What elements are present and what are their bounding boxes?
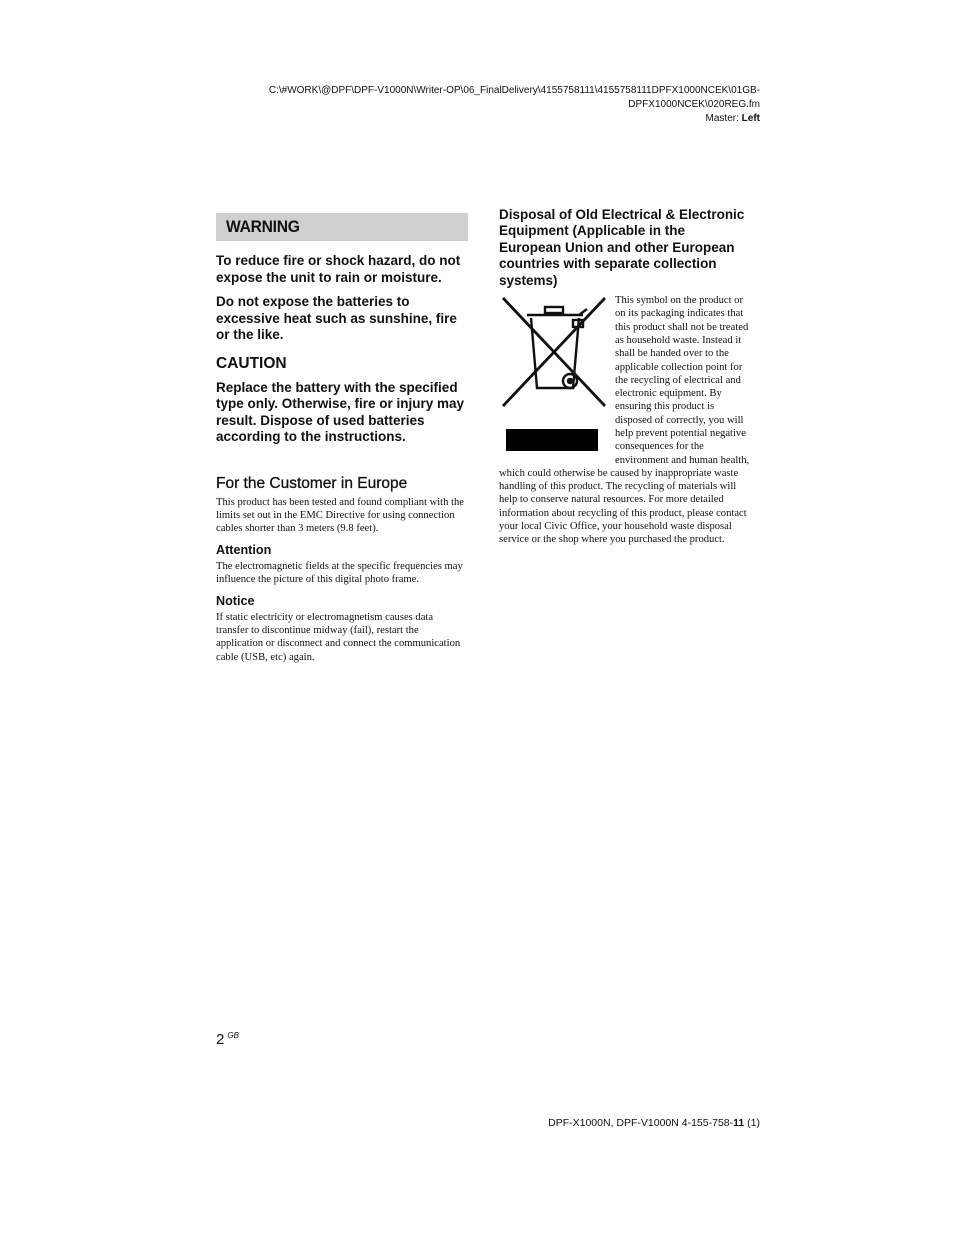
disposal-title: Disposal of Old Electrical & Electronic Equipment (Applicable in the European Union and other European countries with separate collection systems) xyxy=(499,207,745,288)
warning-title: WARNING xyxy=(226,217,300,236)
master-line xyxy=(200,112,760,126)
page-number-value: 2 xyxy=(216,1031,225,1048)
page-number xyxy=(216,1031,239,1048)
warning-paragraph-1: To reduce fire or shock hazard, do not expose the unit to rain or moisture. xyxy=(216,253,461,285)
warning-paragraph-2: Do not expose the batteries to excessive heat such as sunshine, fire or the like. xyxy=(216,294,457,342)
footer-models: DPF-X1000N, DPF-V1000N 4-155-758- xyxy=(548,1117,734,1129)
attention-title: Attention xyxy=(216,542,272,557)
caution-paragraph: Replace the battery with the specified type only. Otherwise, fire or injury may result. Dispose of used batteries according to the instructions. xyxy=(216,379,465,444)
black-bar-mark xyxy=(506,429,598,451)
file-path-header xyxy=(200,84,760,126)
master-label: Master: xyxy=(705,113,739,124)
disposal-paragraph: This symbol on the product or on its packaging indicates that this product shall not be treated as household waste. Instead it shall be handed over to the applicable collection point for the recycling of electrical and electronic equipment. By ensuring this product is disposed of correctly, you will help prevent potential negative consequences for the environment and human health, which could otherwise be caused by inappropriate waste handling of this product. The recycling of materials will help to conserve natural resources. For more detailed information about recycling of this product, please contact your local Civic Office, your household waste disposal service or the shop where you purchased the product. xyxy=(499,295,750,546)
page-language: GB xyxy=(227,1031,239,1040)
model-footer xyxy=(548,1117,760,1129)
europe-title: For the Customer in Europe xyxy=(216,474,408,492)
disposal-section xyxy=(499,294,751,547)
file-path-line-2: DPFX1000NCEK\020REG.fm xyxy=(628,99,760,110)
footer-edition: (1) xyxy=(744,1117,760,1129)
notice-title: Notice xyxy=(216,593,255,608)
file-path-line-1: C:\#WORK\@DPF\DPF-V1000N\Writer-OP\06_FinalDelivery\4155758111\4155758111DPFX1000NCEK\01GB- xyxy=(268,85,760,96)
footer-revision: 11 xyxy=(733,1117,745,1129)
left-column xyxy=(216,213,468,664)
crossed-out-wheelie-bin-icon xyxy=(499,294,609,454)
right-column xyxy=(499,207,751,547)
attention-paragraph: The electromagnetic fields at the specific frequencies may influence the picture of this digital photo frame. xyxy=(216,560,463,586)
notice-paragraph: If static electricity or electromagnetism causes data transfer to discontinue midway (fail), restart the application or disconnect and connect the communication cable (USB, etc) again. xyxy=(216,611,461,663)
europe-paragraph: This product has been tested and found compliant with the limits set out in the EMC Directive for using connection cables shorter than 3 meters (9.8 feet). xyxy=(216,496,465,535)
master-value: Left xyxy=(741,113,760,124)
warning-banner xyxy=(216,213,468,241)
caution-title: CAUTION xyxy=(216,354,287,372)
